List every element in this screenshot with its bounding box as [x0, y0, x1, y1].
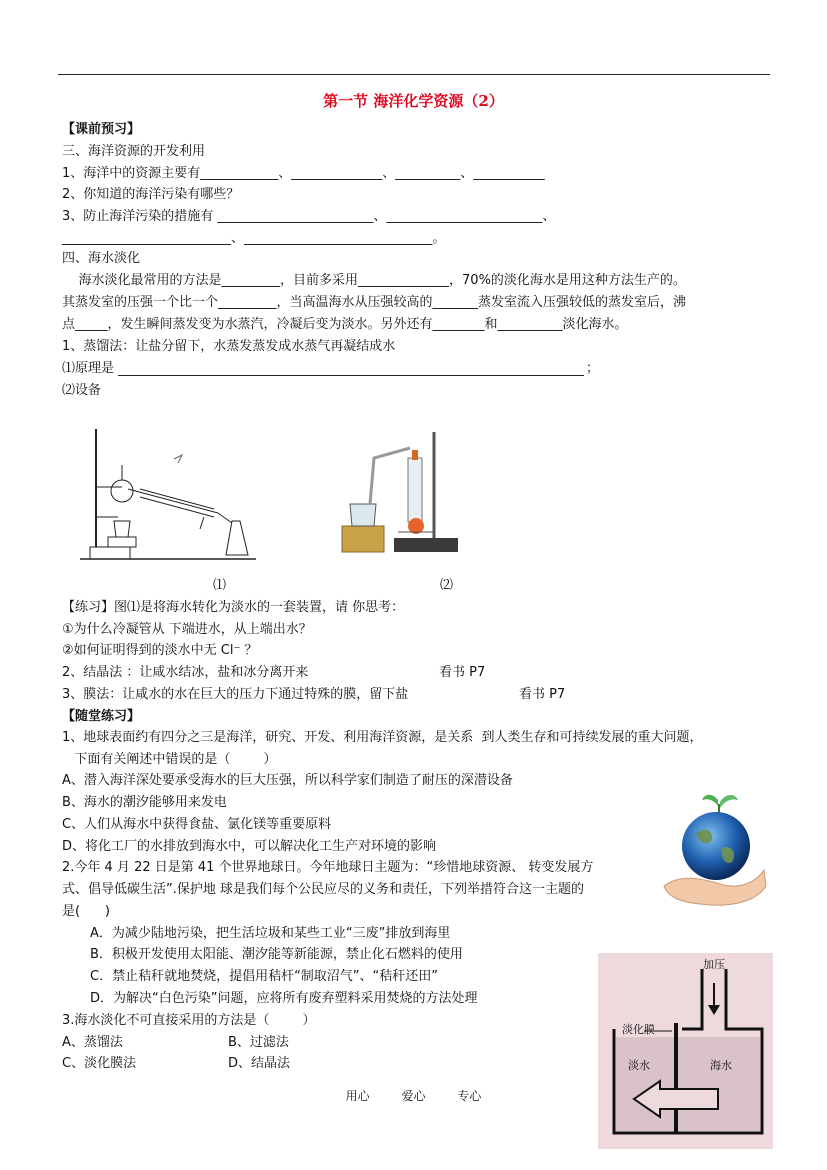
- crystallization-reference: 看书 P7: [439, 665, 486, 680]
- page-title: 第一节 海洋化学资源（2）: [323, 92, 504, 110]
- classroom-q3-option-d: D、结晶法: [228, 1056, 291, 1071]
- preview-heading: 【课前预习】: [62, 122, 141, 137]
- method-distillation: 1、蒸馏法：让盐分留下，水蒸发蒸发成水蒸气再凝结成水: [62, 339, 396, 354]
- desalination-paragraph-1: 海水淡化最常用的方法是_________，目前多采用______________，70%的淡化海水是用这种方法生产的。: [62, 273, 686, 288]
- method-membrane: 3、膜法：让咸水的水在巨大的压力下通过特殊的膜，留下盐: [62, 687, 409, 702]
- equipment-label: ⑵设备: [62, 383, 102, 398]
- method-crystallization: 2、结晶法 ：让咸水结冰，盐和冰分离开来: [62, 665, 309, 680]
- classroom-heading: 【随堂练习】: [62, 709, 141, 724]
- classroom-q3: 3.海水淡化不可直接采用的方法是（ ）: [62, 1013, 316, 1028]
- classroom-q2-line-c: 是( ): [62, 904, 110, 919]
- desalination-paragraph-2: 其蒸发室的压强一个比一个_________，当高温海水从压强较高的_______蒸发室流入压强较低的蒸发室后，沸: [62, 295, 687, 310]
- figure-1-label: ⑴: [213, 578, 227, 593]
- classroom-q3-option-b: B、过滤法: [228, 1035, 289, 1050]
- sea-water-label: 海水: [710, 1059, 732, 1072]
- classroom-q1-option-b: B、海水的潮汐能够用来发电: [62, 795, 227, 810]
- principle-end: ；: [586, 361, 600, 376]
- classroom-q1-option-d: D、将化工厂的水排放到海水中，可以解决化工生产对环境的影响: [62, 839, 437, 854]
- figure-2-label: ⑵: [440, 578, 454, 593]
- classroom-q1-option-c: C、人们从海水中获得食盐、氯化镁等重要原料: [62, 817, 332, 832]
- desalination-paragraph-3: 点_____，发生瞬间蒸发变为水蒸汽，冷凝后变为淡水。另外还有________和__________淡化海水。: [62, 317, 628, 332]
- page-footer: 用心 爱心 专心: [345, 1089, 482, 1103]
- practice-question-2: ②如何证明得到的淡水中无 Cl⁻ ？: [62, 643, 258, 658]
- classroom-q1-line-b: 下面有关阐述中错误的是（ ）: [62, 752, 277, 767]
- fresh-water-label: 淡水: [628, 1059, 650, 1072]
- classroom-q1-option-a: A、潜入海洋深处要承受海水的巨大压强，所以科学家们制造了耐压的深潜设备: [62, 773, 513, 788]
- classroom-q2-line-b: 式、倡导低碳生活”.保护地 球是我们每个公民应尽的义务和责任，下列举措符合这一主题的: [62, 882, 585, 897]
- membrane-desalination-diagram: [598, 953, 773, 1149]
- section-3-heading: 三、海洋资源的开发利用: [62, 144, 206, 159]
- principle-label: ⑴原理是: [62, 361, 115, 376]
- classroom-q2-option-c: C．禁止秸秆就地焚烧，提倡用秸杆“制取沼气”、“秸秆还田”: [90, 969, 439, 984]
- section-4-heading: 四、海水淡化: [62, 251, 141, 266]
- preview-question-1: 1、海洋中的资源主要有____________、______________、__________、___________: [62, 166, 545, 181]
- earth-in-hand-illustration: [660, 790, 770, 908]
- membrane-reference: 看书 P7: [519, 687, 566, 702]
- principle-blank-line: [118, 375, 584, 376]
- classroom-q2-option-a: A．为减少陆地污染，把生活垃圾和某些工业“三废”排放到海里: [90, 926, 451, 941]
- pressure-label: 加压: [703, 958, 725, 971]
- preview-question-3a: 3、防止海洋污染的措施有 ________________________、________________________、: [62, 209, 556, 224]
- practice-heading: 【练习】图⑴是将海水转化为淡水的一套装置，请 你思考：: [62, 600, 405, 615]
- practice-question-1: ①为什么冷凝管从 下端进水，从上端出水？: [62, 622, 312, 637]
- classroom-q3-option-a: A、蒸馏法: [62, 1035, 123, 1050]
- distillation-apparatus-figure: [78, 425, 258, 565]
- distillation-photo-figure: [338, 428, 478, 556]
- classroom-q2-line-a: 2.今年 4 月 22 日是第 41 个世界地球日。今年地球日主题为：“珍惜地球资源、 转变发展方: [62, 860, 594, 875]
- preview-question-2: 2、你知道的海洋污染有哪些？: [62, 187, 240, 202]
- membrane-label: 淡化膜: [622, 1023, 655, 1036]
- classroom-q2-option-d: D．为解决“白色污染”问题，应将所有废弃塑料采用焚烧的方法处理: [90, 991, 478, 1006]
- classroom-q1-line-a: 1、地球表面约有四分之三是海洋，研究、开发、利用海洋资源，是关系 到人类生存和可持续发展的重大问题，: [62, 730, 703, 745]
- top-rule: [58, 74, 770, 75]
- classroom-q3-option-c: C、淡化膜法: [62, 1056, 137, 1071]
- preview-question-3b: __________________________、_____________________________。: [62, 231, 446, 246]
- classroom-q2-option-b: B．积极开发使用太阳能、潮汐能等新能源，禁止化石燃料的使用: [90, 947, 463, 962]
